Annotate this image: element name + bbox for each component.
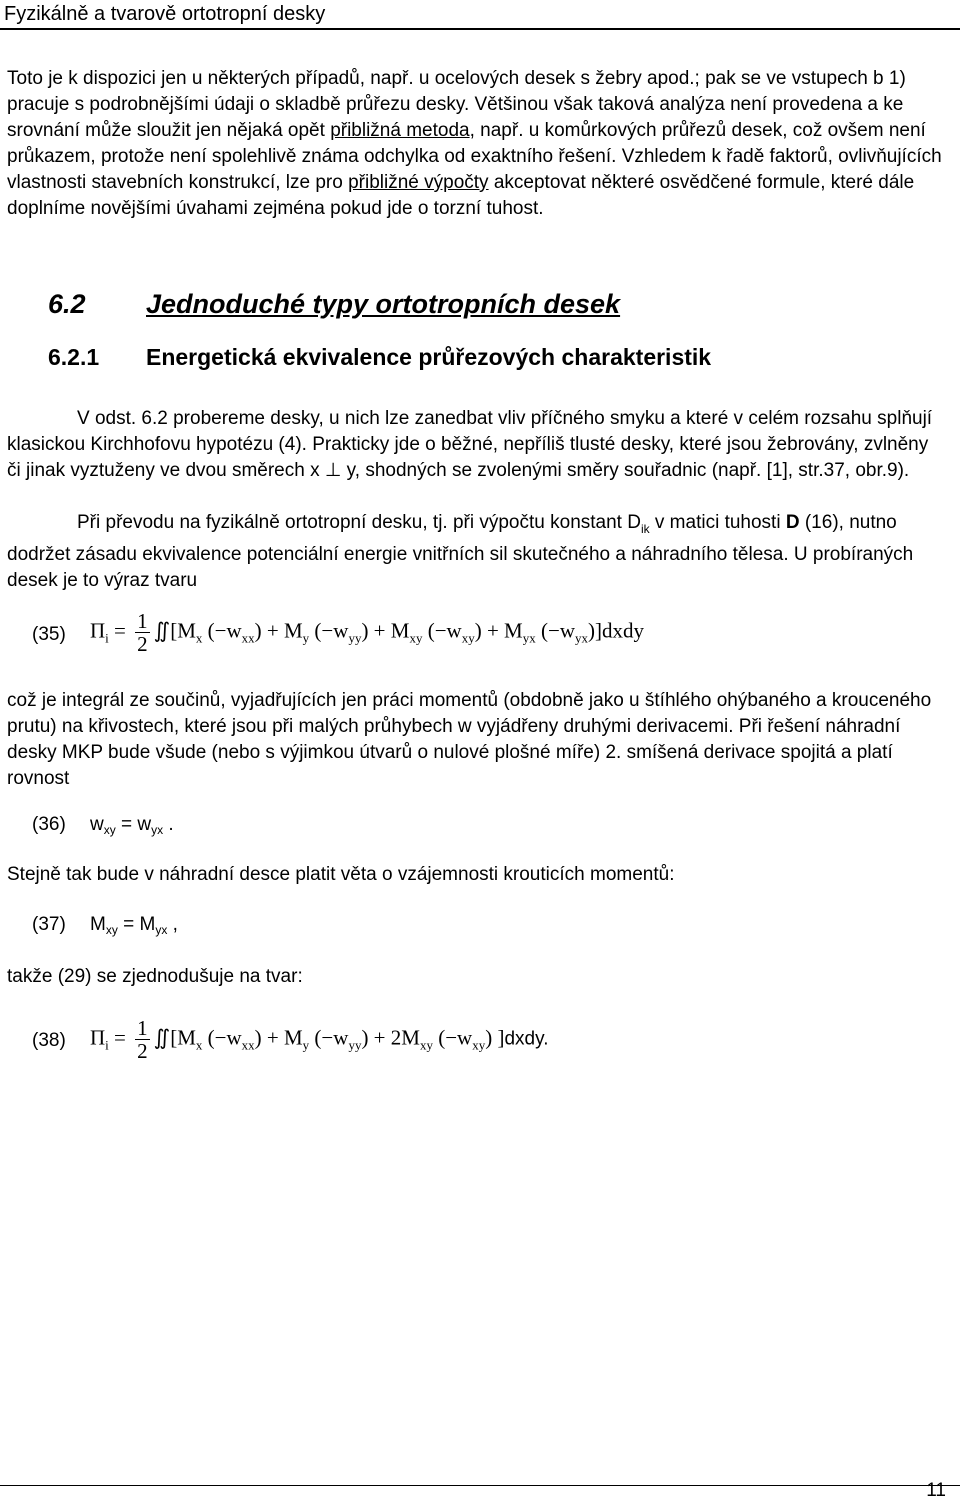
equation-36: $w_{xy} = w_{yx}$ . [90,814,174,837]
underlined-phrase: přibližná metoda [330,120,470,141]
footer-rule [0,1485,960,1486]
paragraph-energy: Při převodu na fyzikálně ortotropní desku, tj. při výpočtu konstant $D_{ik}$ v matici tuhosti D (16), nutno dodržet zásadu ekvivalence potenciální energie vnitřních sil skutečného a náhradního tělesa. U probíraných desek je to výraz tvaru [7,512,914,591]
paragraph-kirchhoff: V odst. 6.2 probereme desky, u nich lze zanedbat vliv příčného smyku a které v celém rozsahu splňují klasickou Kirchhofovu hypotézu (4). Prakticky jde o běžné, nepříliš tlusté desky, které jsou žebrovány, zvlněny či jinak vyztuženy ve dvou směrech x ⊥ y, shodných se zvolenými směry souřadnic (např. [1], str.37, obr.9). [7,408,933,481]
equation-38: $\Pi_i$ = $\frac{1}{2}$ $∬[M_x$ $(-w_{xx}) + M_y$ $(-w_{yy}) + 2M_{xy}$ $(-w_{xy})$ ]dxdy. [90,1016,549,1063]
equation-number-37: (37) [32,914,66,935]
underlined-phrase: přibližné výpočty [348,172,489,193]
equation-number-35: (35) [32,624,66,645]
paragraph-intro: Toto je k dispozici jen u některých případů, např. u ocelových desek s žebry apod.; pak se ve vstupech b 1) pracuje s podrobnějšími údaji o skladbě průřezu desky. Většinou však taková analýza není provedena a ke srovnání může sloužit jen nějaká opět přibližná metoda, např. u komůrkových průřezů desek, což ovšem není průkazem, protože není spolehlivě známa odchylka od exaktního řešení. Vzhledem k řadě faktorů, ovlivňujících vlastnosti stavebních konstrukcí, lze pro přibližné výpočty akceptovat některé osvědčené formule, které dále doplníme novějšími úvahami zejména pokud jde o torzní tuhost. [7,68,942,219]
section-number: 6.2 [48,289,86,319]
equation-number-38: (38) [32,1030,66,1051]
subsection-number: 6.2.1 [48,344,100,370]
equation-number-36: (36) [32,814,66,835]
equation-37: $M_{xy} = M_{yx}$ , [90,914,178,937]
subsection-heading [48,344,712,371]
paragraph-reciprocity: Stejně tak bude v náhradní desce platit věta o vzájemnosti krouticích momentů: [7,864,675,885]
fraction-one-half: $\frac{1}{2}$ [137,609,148,656]
running-header: Fyzikálně a tvarově ortotropní desky [0,0,960,30]
fraction-one-half: $\frac{1}{2}$ [137,1016,148,1063]
section-title: Jednoduché typy ortotropních desek [146,289,621,319]
equation-35: $\Pi_i$ = $\frac{1}{2}$ $∬[M_x$ $(-w_{xx}) + M_y$ $(-w_{yy}) + M_{xy}$ $(-w_{xy}) + M_{yx}$ $(-w_{yx})]dxdy$ [90,609,644,656]
paragraph-integral: což je integrál ze součinů, vyjadřujících jen práci momentů (obdobně jako u štíhlého ohýbaného a krouceného prutu) na křivostech, které jsou při malých průhybech w vyjádřeny druhými derivacemi. Při řešení náhradní desky MKP bude všude (nebo s výjimkou útvarů o nulové plošné míře) 2. smíšená derivace spojitá a platí rovnost [7,690,932,789]
paragraph-simplify: takže (29) se zjednodušuje na tvar: [7,966,303,987]
section-heading [48,289,621,320]
subsection-title: Energetická ekvivalence průřezových charakteristik [146,344,712,370]
page-number: 11 [926,1480,946,1501]
